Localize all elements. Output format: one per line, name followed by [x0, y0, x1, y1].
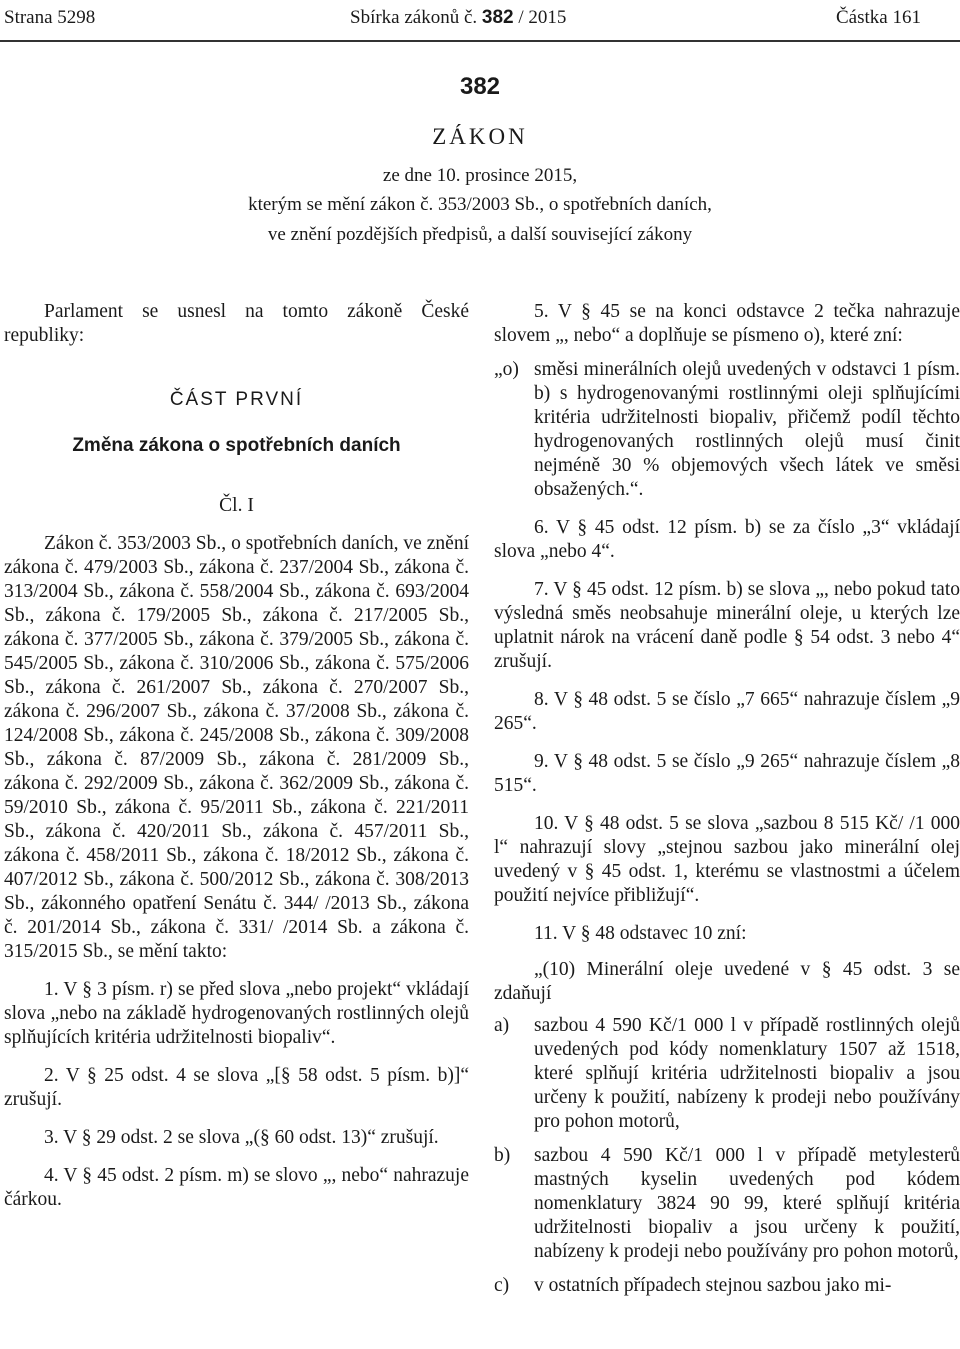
- article-label: Čl. I: [219, 495, 254, 516]
- item-text: sazbou 4 590 Kč/1 000 l v případě metylesterů mastných kyselin uvedených pod kódem nomenklatury 3824 90 99, které splňují kritéria udržitelnosti biopaliv a jsou určeny k použití, nabízeny k prodeji nebo používány pro pohon motorů,: [534, 1145, 960, 1262]
- point-4: 4. V § 45 odst. 2 písm. m) se slovo „, nebo“ nahrazuje čárkou.: [4, 1165, 469, 1210]
- law-subtitle-line: ve znění pozdějších předpisů, a další související zákony: [267, 224, 693, 245]
- item-label: c): [494, 1275, 510, 1296]
- point-2: 2. V § 25 odst. 4 se slova „[§ 58 odst. 5 písm. b)]“ zrušují.: [4, 1065, 469, 1110]
- law-subtitle: [0, 190, 960, 250]
- point-9: 9. V § 48 odst. 5 se číslo „9 265“ nahrazuje číslem „8 515“.: [494, 751, 960, 796]
- point-11: 11. V § 48 odstavec 10 zní:: [534, 923, 747, 944]
- item-text: v ostatních případech stejnou sazbou jako mi-: [534, 1275, 892, 1296]
- collection-title: [350, 4, 566, 32]
- item-label: b): [494, 1145, 511, 1166]
- collection-year: / 2015: [518, 7, 567, 28]
- point-7: 7. V § 45 odst. 12 písm. b) se slova „, nebo pokud tato výsledná směs neobsahuje minerální oleje, u kterých lze uplatnit nárok na vrácení daně podle § 54 odst. 3 nebo 4“ zrušují.: [494, 579, 960, 672]
- law-subtitle-line: kterým se mění zákon č. 353/2003 Sb., o spotřebních daních,: [248, 194, 712, 215]
- point-5-letter-o: [494, 358, 960, 502]
- law-date: ze dne 10. prosince 2015,: [382, 165, 578, 186]
- point-10: 10. V § 48 odst. 5 se slova „sazbou 8 515 Kč/ /1 000 l“ nahrazují slovy „stejnou sazbou jako minerální olej uvedený v § 45 odst. 1, kterému se vlastnostmi a účelem použití nejvíce přibližují“.: [494, 813, 960, 906]
- point-3: 3. V § 29 odst. 2 se slova „(§ 60 odst. 13)“ zrušují.: [44, 1127, 439, 1148]
- left-column: [4, 300, 469, 1212]
- point-11-item-a: [494, 1014, 960, 1134]
- part-label: ČÁST PRVNÍ: [169, 389, 304, 410]
- point-6: 6. V § 45 odst. 12 písm. b) se za číslo „3“ vkládají slova „nebo 4“.: [494, 517, 960, 562]
- point-5: 5. V § 45 se na konci odstavce 2 tečka nahrazuje slovem „, nebo“ a doplňuje se písmeno o), které zní:: [494, 301, 960, 346]
- item-label: „o): [494, 359, 519, 380]
- part-title: Změna zákona o spotřebních daních: [72, 435, 401, 456]
- law-title: ZÁKON: [432, 124, 528, 149]
- item-text: směsi minerálních olejů uvedených v odstavci 1 písm. b) s hydrogenovanými rostlinnými oleji splňujícími kritéria udržitelnosti biopaliv, přičemž podíl těchto hydrogenovaných rostlinných olejů musí činit nejméně 30 % objemových všech látek ve směsi obsažených.“.: [534, 359, 960, 500]
- point-11-item-c: [494, 1274, 960, 1298]
- page-number: Strana 5298: [4, 7, 96, 28]
- point-1: 1. V § 3 písm. r) se před slova „nebo projekt“ vkládají slova „nebo na základě hydrogenovaných rostlinných olejů splňujících kritéria udržitelnosti biopaliv“.: [4, 979, 469, 1048]
- page-header: [0, 4, 960, 32]
- point-8: 8. V § 48 odst. 5 se číslo „7 665“ nahrazuje číslem „9 265“.: [494, 689, 960, 734]
- preamble: Parlament se usnesl na tomto zákoně České republiky:: [4, 301, 469, 346]
- point-11-item-b: [494, 1144, 960, 1264]
- issue-part: Částka 161: [836, 7, 921, 28]
- point-11-intro: „(10) Minerální oleje uvedené v § 45 odst. 3 se zdaňují: [494, 959, 960, 1004]
- item-text: sazbou 4 590 Kč/1 000 l v případě rostlinných olejů uvedených pod kódy nomenklatury 1507 až 1518, které splňují kritéria udržitelnosti biopaliv a jsou určeny k použití, nabízeny k prodeji nebo používány pro pohon motorů,: [534, 1015, 960, 1132]
- header-divider: [0, 40, 960, 42]
- right-column: [494, 300, 960, 1298]
- law-number: 382: [459, 73, 501, 100]
- article-intro: Zákon č. 353/2003 Sb., o spotřebních daních, ve znění zákona č. 479/2003 Sb., zákona č. 237/2004 Sb., zákona č. 313/2004 Sb., zákona č. 558/2004 Sb., zákona č. 693/2004 Sb., zákona č. 179/2005 Sb., zákona č. 217/2005 Sb., zákona č. 377/2005 Sb., zákona č. 379/2005 Sb., zákona č. 545/2005 Sb., zákona č. 310/2006 Sb., zákona č. 575/2006 Sb., zákona č. 261/2007 Sb., zákona č. 270/2007 Sb., zákona č. 296/2007 Sb., zákona č. 37/2008 Sb., zákona č. 124/2008 Sb., zákona č. 245/2008 Sb., zákona č. 309/2008 Sb., zákona č. 87/2009 Sb., zákona č. 281/2009 Sb., zákona č. 292/2009 Sb., zákona č. 362/2009 Sb., zákona č. 59/2010 Sb., zákona č. 95/2011 Sb., zákona č. 221/2011 Sb., zákona č. 420/2011 Sb., zákona č. 457/2011 Sb., zákona č. 458/2011 Sb., zákona č. 18/2012 Sb., zákona č. 407/2012 Sb., zákona č. 500/2012 Sb., zákona č. 308/2013 Sb., zákonného opatření Senátu č. 344/ /2013 Sb., zákona č. 201/2014 Sb., zákona č. 331/ /2014 Sb. a zákona č. 315/2015 Sb., se mění takto:: [4, 533, 469, 962]
- collection-number: 382: [481, 7, 514, 28]
- item-label: a): [494, 1015, 510, 1036]
- collection-prefix: Sbírka zákonů č.: [350, 7, 478, 28]
